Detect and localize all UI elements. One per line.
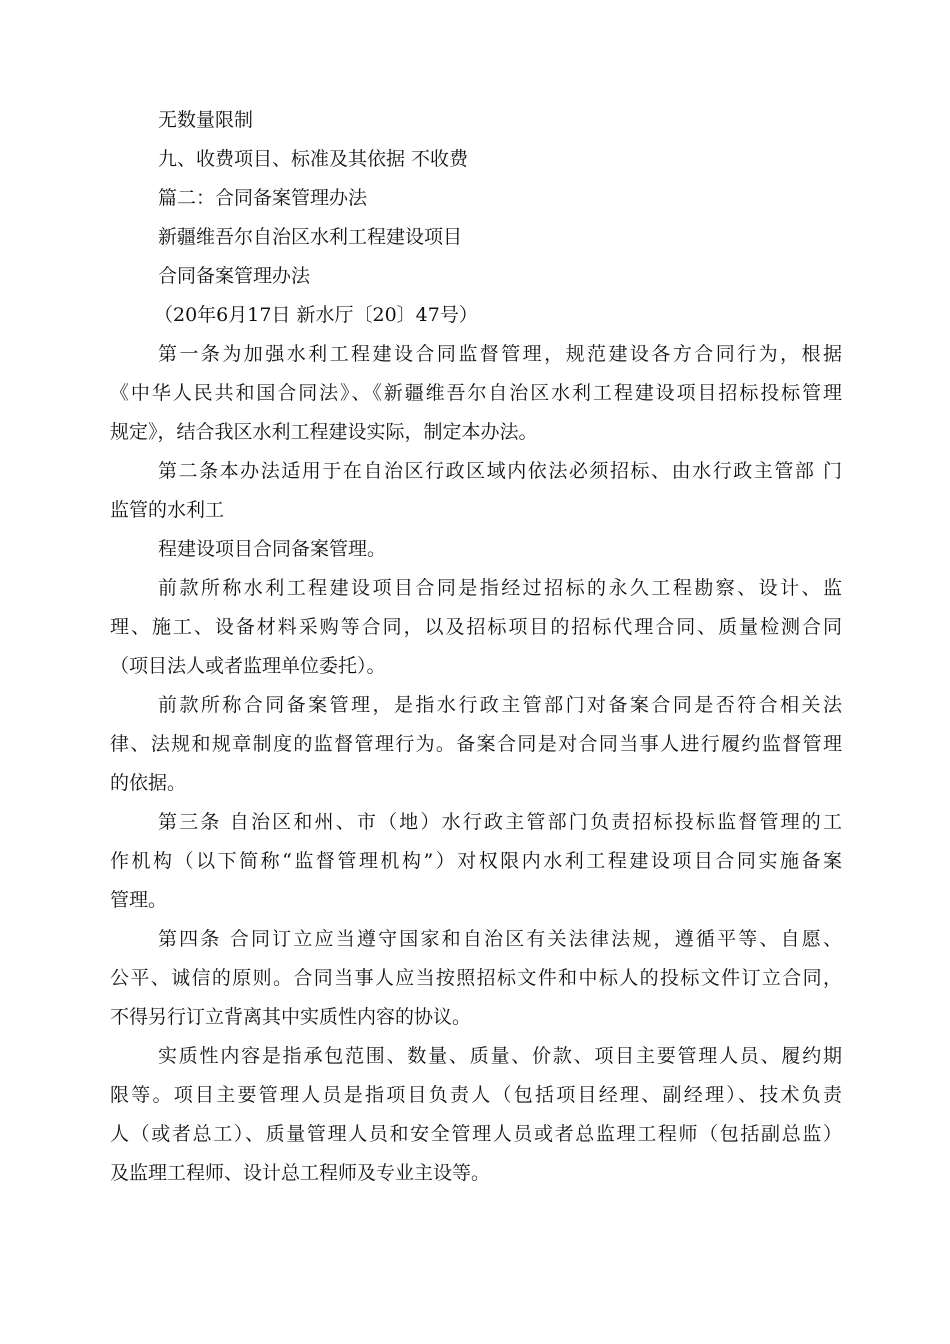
paragraph-line: 及监理工程师、设计总工程师及专业主设等。 (110, 1162, 491, 1184)
article-2-line: 程建设项目合同备案管理。 (158, 538, 387, 560)
article-2-line: 监管的水利工 (110, 499, 225, 521)
document-title: 合同备案管理办法 (158, 265, 311, 287)
paragraph-line: 人（或者总工）、质量管理人员和安全管理人员或者总监理工程师（包括副总监） (110, 1123, 842, 1145)
paragraph-line: 理、施工、设备材料采购等合同，以及招标项目的招标代理合同、质量检测合同 (110, 616, 842, 638)
paragraph-line: 前款所称水利工程建设项目合同是指经过招标的永久工程勘察、设计、监 (158, 577, 842, 599)
paragraph-line: 律、法规和规章制度的监督管理行为。备案合同是对合同当事人进行履约监督管理 (110, 733, 842, 755)
paragraph-line: 实质性内容是指承包范围、数量、质量、价款、项目主要管理人员、履约期 (158, 1045, 842, 1067)
article-3-line: 管理。 (110, 889, 168, 911)
document-body (110, 101, 842, 1193)
article-3-line: 第三条 自治区和州、市（地）水行政主管部门负责招标投标监督管理的工 (158, 811, 842, 833)
paragraph-line: （项目法人或者监理单位委托）。 (110, 655, 386, 677)
section-heading: 篇二：合同备案管理办法 (158, 187, 368, 209)
document-title: 新疆维吾尔自治区水利工程建设项目 (158, 226, 463, 248)
article-1-line: 第一条为加强水利工程建设合同监督管理，规范建设各方合同行为，根据 (158, 343, 842, 365)
paragraph-line: 限等。项目主要管理人员是指项目负责人（包括项目经理、副经理）、技术负责 (110, 1084, 842, 1106)
article-2-line: 第二条本办法适用于在自治区行政区域内依法必须招标、由水行政主管部 门 (158, 460, 842, 482)
article-4-line: 不得另行订立背离其中实质性内容的协议。 (110, 1006, 472, 1028)
article-4-line: 第四条 合同订立应当遵守国家和自治区有关法律法规，遵循平等、自愿、 (158, 928, 842, 950)
article-3-line: 作机构（以下简称“监督管理机构”）对权限内水利工程建设项目合同实施备案 (110, 850, 842, 872)
text-line: 无数量限制 (158, 109, 254, 131)
paragraph-line: 的依据。 (110, 772, 187, 794)
article-1-line: 《中华人民共和国合同法》、《新疆维吾尔自治区水利工程建设项目招标投标管理 (110, 382, 842, 404)
article-1-line: 规定》，结合我区水利工程建设实际，制定本办法。 (110, 421, 538, 443)
paragraph-line: 前款所称合同备案管理，是指水行政主管部门对备案合同是否符合相关法 (158, 694, 842, 716)
article-4-line: 公平、诚信的原则。合同当事人应当按照招标文件和中标人的投标文件订立合同， (110, 967, 842, 989)
document-issue-reference: （20年6月17日 新水厅〔20〕47号） (154, 304, 478, 326)
text-line: 九、收费项目、标准及其依据 不收费 (158, 148, 469, 170)
